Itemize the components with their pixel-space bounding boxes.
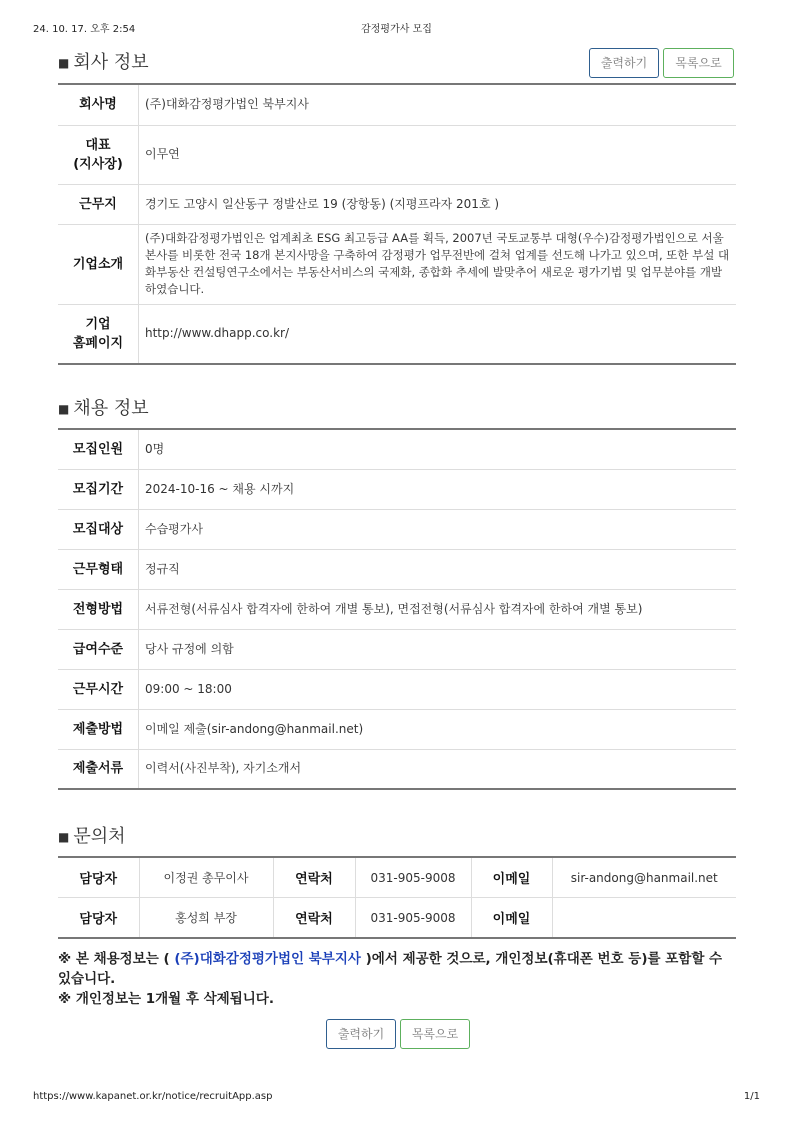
page-number: 1/1 [743, 1091, 760, 1102]
table-row [58, 125, 736, 184]
recruit-info-table [58, 428, 736, 790]
work-hours-label: 근무시간 [58, 669, 139, 709]
person-name: 이정권 총무이사 [139, 857, 273, 898]
table-row [58, 709, 736, 749]
documents-label: 제출서류 [58, 749, 139, 789]
page-url: https://www.kapanet.or.kr/notice/recruitApp.asp [33, 1091, 273, 1102]
table-row [58, 857, 736, 898]
table-row [58, 509, 736, 549]
company-name-label: 회사명 [58, 84, 139, 125]
ceo-value: 이무연 [139, 125, 737, 184]
company-intro-label: 기업소개 [58, 224, 139, 304]
notice-company-name: (주)대화감정평가법인 북부지사 [174, 951, 361, 967]
print-footer [33, 1091, 760, 1107]
contact-table [58, 856, 736, 939]
email-label: 이메일 [471, 857, 552, 898]
print-button[interactable]: 출력하기 [326, 1019, 396, 1049]
company-intro-value: (주)대화감정평가법인은 업계최초 ESG 최고등급 AA를 획득, 2007년 국토교통부 대형(우수)감정평가법인으로 서울 본사를 비롯한 전국 18개 본지사망을 구축하여 감정평가 업무전반에 걸쳐 업계를 선도해 나가고 있으며, 또한 부설 대화부동산 컨설팅연구소에서는 부동산서비스의 국제화, 종합화 추세에 발맞추어 새로운 평가기법 및 업무분야를 개발하였습니다. [139, 224, 737, 304]
notice-line-2: ※ 개인정보는 1개월 후 삭제됩니다. [58, 991, 274, 1007]
table-row [58, 898, 736, 939]
submission-method-value: 이메일 제출(sir-andong@hanmail.net) [139, 709, 737, 749]
email-label: 이메일 [471, 898, 552, 939]
salary-label: 급여수준 [58, 629, 139, 669]
square-bullet-icon: ■ [58, 830, 70, 844]
notice-line-1: ※ 본 채용정보는 ( (주)대화감정평가법인 북부지사 )에서 제공한 것으로, 개인정보(휴대폰 번호 등)를 포함할 수 있습니다. [58, 951, 723, 987]
table-row [58, 84, 736, 125]
phone-value: 031-905-9008 [355, 857, 471, 898]
period-label: 모집기간 [58, 469, 139, 509]
square-bullet-icon: ■ [58, 56, 70, 70]
work-hours-value: 09:00 ~ 18:00 [139, 669, 737, 709]
list-button[interactable]: 목록으로 [663, 48, 734, 78]
phone-label: 연락처 [273, 898, 355, 939]
print-title: 감정평가사 모집 [361, 24, 432, 35]
table-row [58, 549, 736, 589]
phone-label: 연락처 [273, 857, 355, 898]
bottom-button-group [326, 1019, 470, 1049]
selection-method-label: 전형방법 [58, 589, 139, 629]
salary-value: 당사 규정에 의함 [139, 629, 737, 669]
square-bullet-icon: ■ [58, 402, 70, 416]
person-name: 홍성희 부장 [139, 898, 273, 939]
email-value [552, 898, 736, 939]
ceo-label: 대표 (지사장) [58, 125, 139, 184]
table-row [58, 429, 736, 469]
submission-method-label: 제출방법 [58, 709, 139, 749]
table-row [58, 469, 736, 509]
homepage-link[interactable]: http://www.dhapp.co.kr/ [145, 326, 290, 341]
list-button[interactable]: 목록으로 [400, 1019, 470, 1049]
employment-type-label: 근무형태 [58, 549, 139, 589]
target-label: 모집대상 [58, 509, 139, 549]
phone-value: 031-905-9008 [355, 898, 471, 939]
documents-value: 이력서(사진부착), 자기소개서 [145, 761, 302, 776]
headcount-label: 모집인원 [58, 429, 139, 469]
company-name-value: (주)대화감정평가법인 북부지사 [139, 84, 737, 125]
print-button[interactable]: 출력하기 [589, 48, 659, 78]
contact-section-title: ■ 문의처 [58, 826, 126, 847]
table-row [58, 669, 736, 709]
target-value: 수습평가사 [139, 509, 737, 549]
person-label: 담당자 [58, 898, 139, 939]
print-header [33, 20, 760, 36]
homepage-label: 기업 홈페이지 [58, 304, 139, 364]
company-info-table [58, 83, 736, 365]
email-value: sir-andong@hanmail.net [552, 857, 736, 898]
table-row [58, 629, 736, 669]
recruit-section-title: ■ 채용 정보 [58, 398, 149, 419]
top-button-group [589, 48, 734, 78]
table-row [58, 749, 736, 789]
company-section-title: ■ 회사 정보 [58, 52, 149, 73]
table-row [58, 304, 736, 364]
print-date: 24. 10. 17. 오후 2:54 [33, 24, 136, 35]
table-row [58, 184, 736, 224]
table-row [58, 589, 736, 629]
selection-method-value: 서류전형(서류심사 합격자에 한하여 개별 통보), 면접전형(서류심사 합격자에 한하여 개별 통보) [139, 589, 737, 629]
person-label: 담당자 [58, 857, 139, 898]
employment-type-value: 정규직 [139, 549, 737, 589]
period-value: 2024-10-16 ~ 채용 시까지 [139, 469, 737, 509]
workplace-value: 경기도 고양시 일산동구 정발산로 19 (장항동) (지평프라자 201호 ) [139, 184, 737, 224]
headcount-value: 0명 [139, 429, 737, 469]
privacy-notice [58, 949, 738, 1009]
workplace-label: 근무지 [58, 184, 139, 224]
table-row [58, 224, 736, 304]
